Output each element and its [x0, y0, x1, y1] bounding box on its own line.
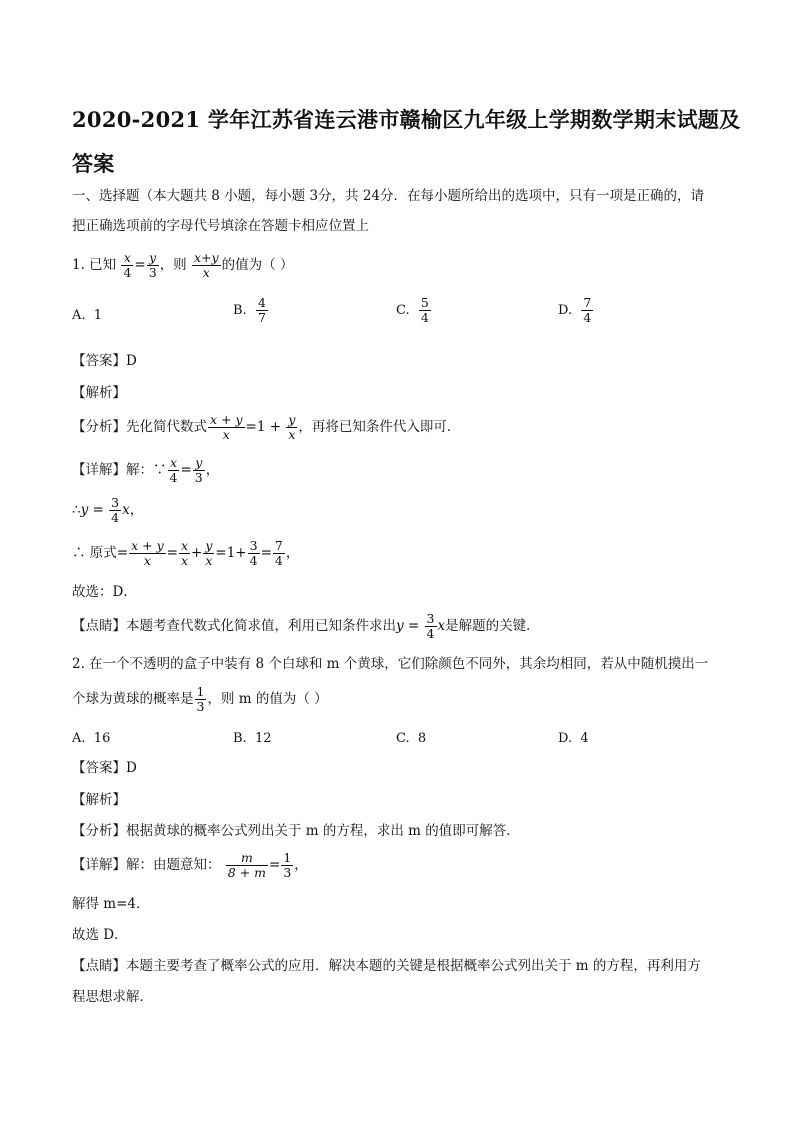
q2-option-b: B. 12 — [233, 731, 272, 746]
page-title-line1: 2020-2021 学年江苏省连云港市赣榆区九年级上学期数学期末试题及 — [72, 107, 741, 132]
q1-conclusion: 故选：D． — [72, 584, 137, 600]
question-2-stem-line1: 2. 在一个不透明的盒子中装有 8 个白球和 m 个黄球，它们除颜色不同外，其余均相同，若从中随机摸出一 — [72, 656, 709, 672]
section-instruction-line2: 把正确选项前的字母代号填涂在答题卡相应位置上 — [72, 218, 369, 234]
q2-option-a: A. 16 — [72, 731, 111, 746]
q2-option-c: C. 8 — [396, 731, 427, 746]
q1-option-d: D. $\frac{7}{4}$ — [558, 295, 592, 325]
q2-option-d: D. 4 — [558, 731, 589, 746]
q1-prefix: 1. 已知 — [72, 257, 117, 273]
q2-conclusion: 故选 D． — [72, 927, 128, 943]
q1-option-a: A. 1 — [72, 308, 103, 323]
q1-step-2: ∴y = $\frac{3}{4}$ x， — [72, 495, 144, 525]
q1-xiangjie: 【详解】解：∵ $\frac{x}{4}$ = $\frac{y}{3}$ ， — [72, 455, 220, 485]
q1-dianjing: 【点睛】本题考查代数式化简求值，利用已知条件求出y = $\frac{3}{4}$ x是解题的关键． — [72, 611, 540, 641]
q1-fraction-x-over-4: $\frac{x}{4}$ — [123, 250, 132, 280]
page-title-line2: 答案 — [72, 151, 115, 176]
q1-option-c: C. $\frac{5}{4}$ — [396, 295, 429, 325]
q1-fraction-y-over-3: $\frac{y}{3}$ — [148, 250, 157, 280]
q1-answer: 【答案】D — [72, 353, 137, 369]
q1-step-3: ∴ 原式= $\frac{x + y}{x}$ = $\frac{x}{x}$ + $\frac{y}{x}$ =1+ $\frac{3}{4}$ = $\frac{7}{4}$ ， — [72, 538, 300, 568]
q1-analysis-header: 【解析】 — [72, 385, 126, 401]
q2-analysis-header: 【解析】 — [72, 792, 126, 808]
q2-fenxi: 【分析】根据黄球的概率公式列出关于 m 的方程，求出 m 的值即可解答． — [72, 823, 520, 839]
question-2-stem-line2: 个球为黄球的概率是 $\frac{1}{3}$ ，则 m 的值为（ ） — [72, 684, 328, 714]
q1-fenxi: 【分析】先化简代数式 $\frac{x + y}{x}$ =1 + $\frac{y}{x}$ ，再将已知条件代入即可． — [72, 412, 461, 442]
question-1-stem — [72, 250, 293, 280]
q1-mid: ，则 — [159, 257, 187, 273]
q2-answer: 【答案】D — [72, 760, 137, 776]
q1-equals: = — [134, 257, 146, 273]
q2-dianjing-line2: 程思想求解． — [72, 989, 153, 1005]
q2-xiangjie: 【详解】解：由题意知： $\frac{m}{8 + m}$ = $\frac{1}{3}$ ， — [72, 850, 308, 880]
q1-suffix: 的值为（ ） — [221, 257, 294, 273]
q2-dianjing-line1: 【点睛】本题主要考查了概率公式的应用．解决本题的关键是根据概率公式列出关于 m 的方程，再利用方 — [72, 958, 701, 974]
q1-option-b: B. $\frac{4}{7}$ — [233, 295, 266, 325]
section-instruction-line1: 一、选择题（本大题共 8 小题，每小题 3分，共 24分．在每小题所给出的选项中，只有一项是正确的，请 — [72, 188, 705, 204]
q2-solve: 解得 m=4． — [72, 896, 150, 912]
q1-fraction-xplusy-over-x: $\frac{x+y}{x}$ — [193, 250, 219, 280]
